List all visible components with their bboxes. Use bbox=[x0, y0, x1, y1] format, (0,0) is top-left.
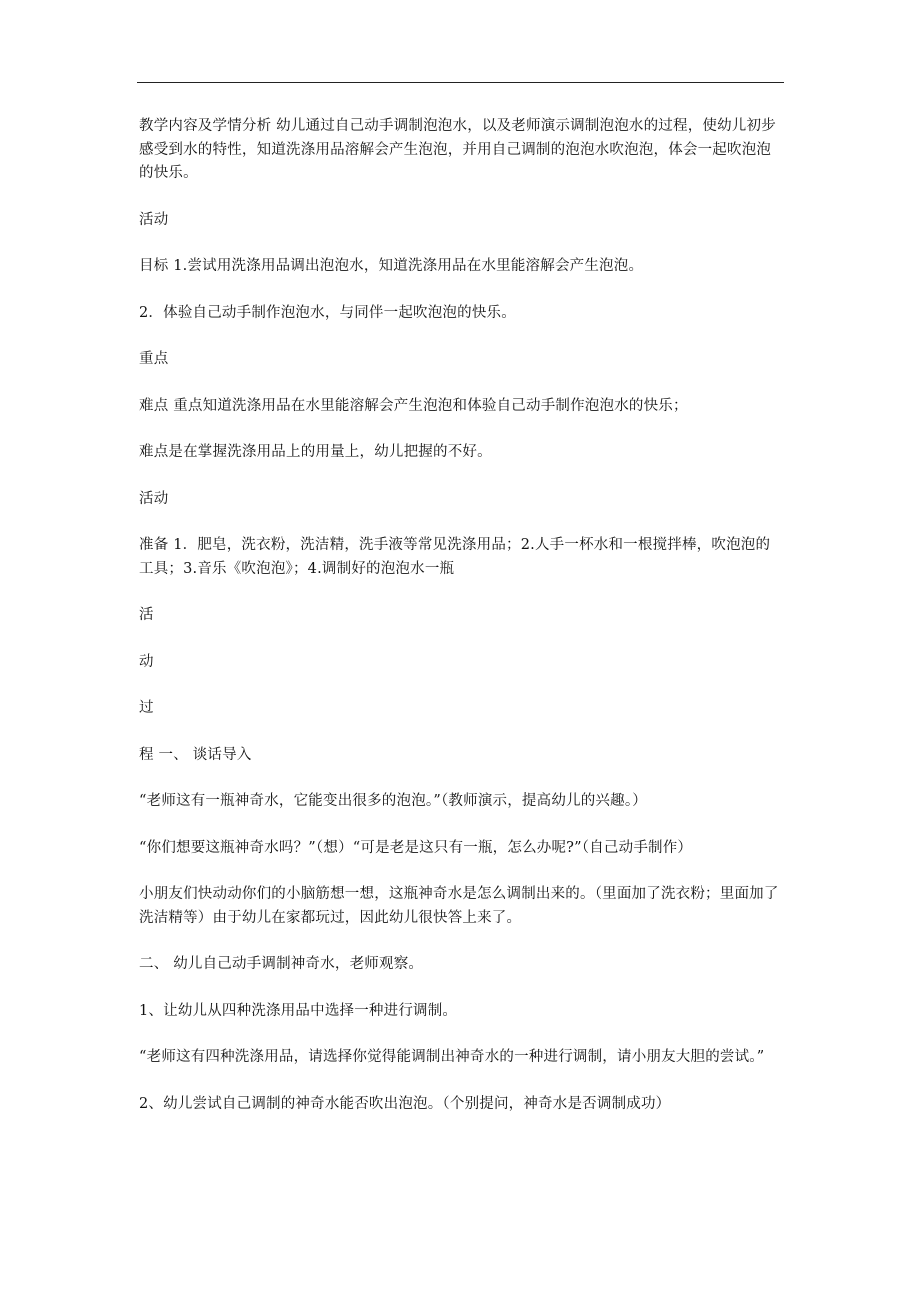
paragraph-goal-2: 2．体验自己动手制作泡泡水，与同伴一起吹泡泡的快乐。 bbox=[139, 304, 516, 321]
paragraph-think: 小朋友们快动动你们的小脑筋想一想，这瓶神奇水是怎么调制出来的。（里面加了洗衣粉；里面加了洗洁精等）由于幼儿在家都玩过，因此幼儿很快答上来了。 bbox=[139, 886, 779, 926]
paragraph-quote-3: “老师这有四种洗涤用品，请选择你觉得能调制出神奇水的一种进行调制，请小朋友大胆的尝试。” bbox=[139, 1049, 765, 1065]
paragraph-section-one: 程 一、 谈话导入 bbox=[139, 746, 252, 763]
paragraph-goal-1: 目标 1.尝试用洗涤用品调出泡泡水，知道洗涤用品在水里能溶解会产生泡泡。 bbox=[139, 258, 644, 274]
header-rule bbox=[137, 82, 784, 83]
paragraph-activity-label-2: 活动 bbox=[139, 490, 169, 507]
paragraph-step-1: 1、让幼儿从四种洗涤用品中选择一种进行调制。 bbox=[139, 1002, 458, 1019]
paragraph-preparation: 准备 1．肥皂，洗衣粉，洗洁精，洗手液等常见洗涤用品；2.人手一杯水和一根搅拌棒，吹泡泡的工具；3.音乐《吹泡泡》；4.调制好的泡泡水一瓶 bbox=[139, 537, 771, 577]
paragraph-step-2: 2、幼儿尝试自己调制的神奇水能否吹出泡泡。（个别提问，神奇水是否调制成功） bbox=[139, 1095, 671, 1112]
paragraph-analysis: 教学内容及学情分析 幼儿通过自己动手调制泡泡水，以及老师演示调制泡泡水的过程，使幼儿初步感受到水的特性，知道洗涤用品溶解会产生泡泡，并用自己调制的泡泡水吹泡泡，体会一起吹泡泡的快乐。 bbox=[139, 118, 776, 181]
paragraph-process-char-2: 动 bbox=[139, 653, 154, 670]
paragraph-activity-label-1: 活动 bbox=[139, 211, 169, 228]
document-body bbox=[139, 115, 784, 1116]
paragraph-difficulty: 难点是在掌握洗涤用品上的用量上，幼儿把握的不好。 bbox=[139, 444, 492, 460]
paragraph-process-char-3: 过 bbox=[139, 700, 154, 716]
paragraph-quote-1: “老师这有一瓶神奇水，它能变出很多的泡泡。”（教师演示，提高幼儿的兴趣。） bbox=[139, 793, 647, 809]
paragraph-difficulty-key: 难点 重点知道洗涤用品在水里能溶解会产生泡泡和体验自己动手制作泡泡水的快乐； bbox=[139, 397, 688, 414]
paragraph-quote-2: “你们想要这瓶神奇水吗？”（想）“可是老是这只有一瓶，怎么办呢?”（自己动手制作） bbox=[139, 839, 693, 856]
paragraph-process-char-1: 活 bbox=[139, 607, 154, 623]
paragraph-section-two: 二、 幼儿自己动手调制神奇水，老师观察。 bbox=[139, 956, 424, 972]
paragraph-key-label: 重点 bbox=[139, 351, 169, 367]
